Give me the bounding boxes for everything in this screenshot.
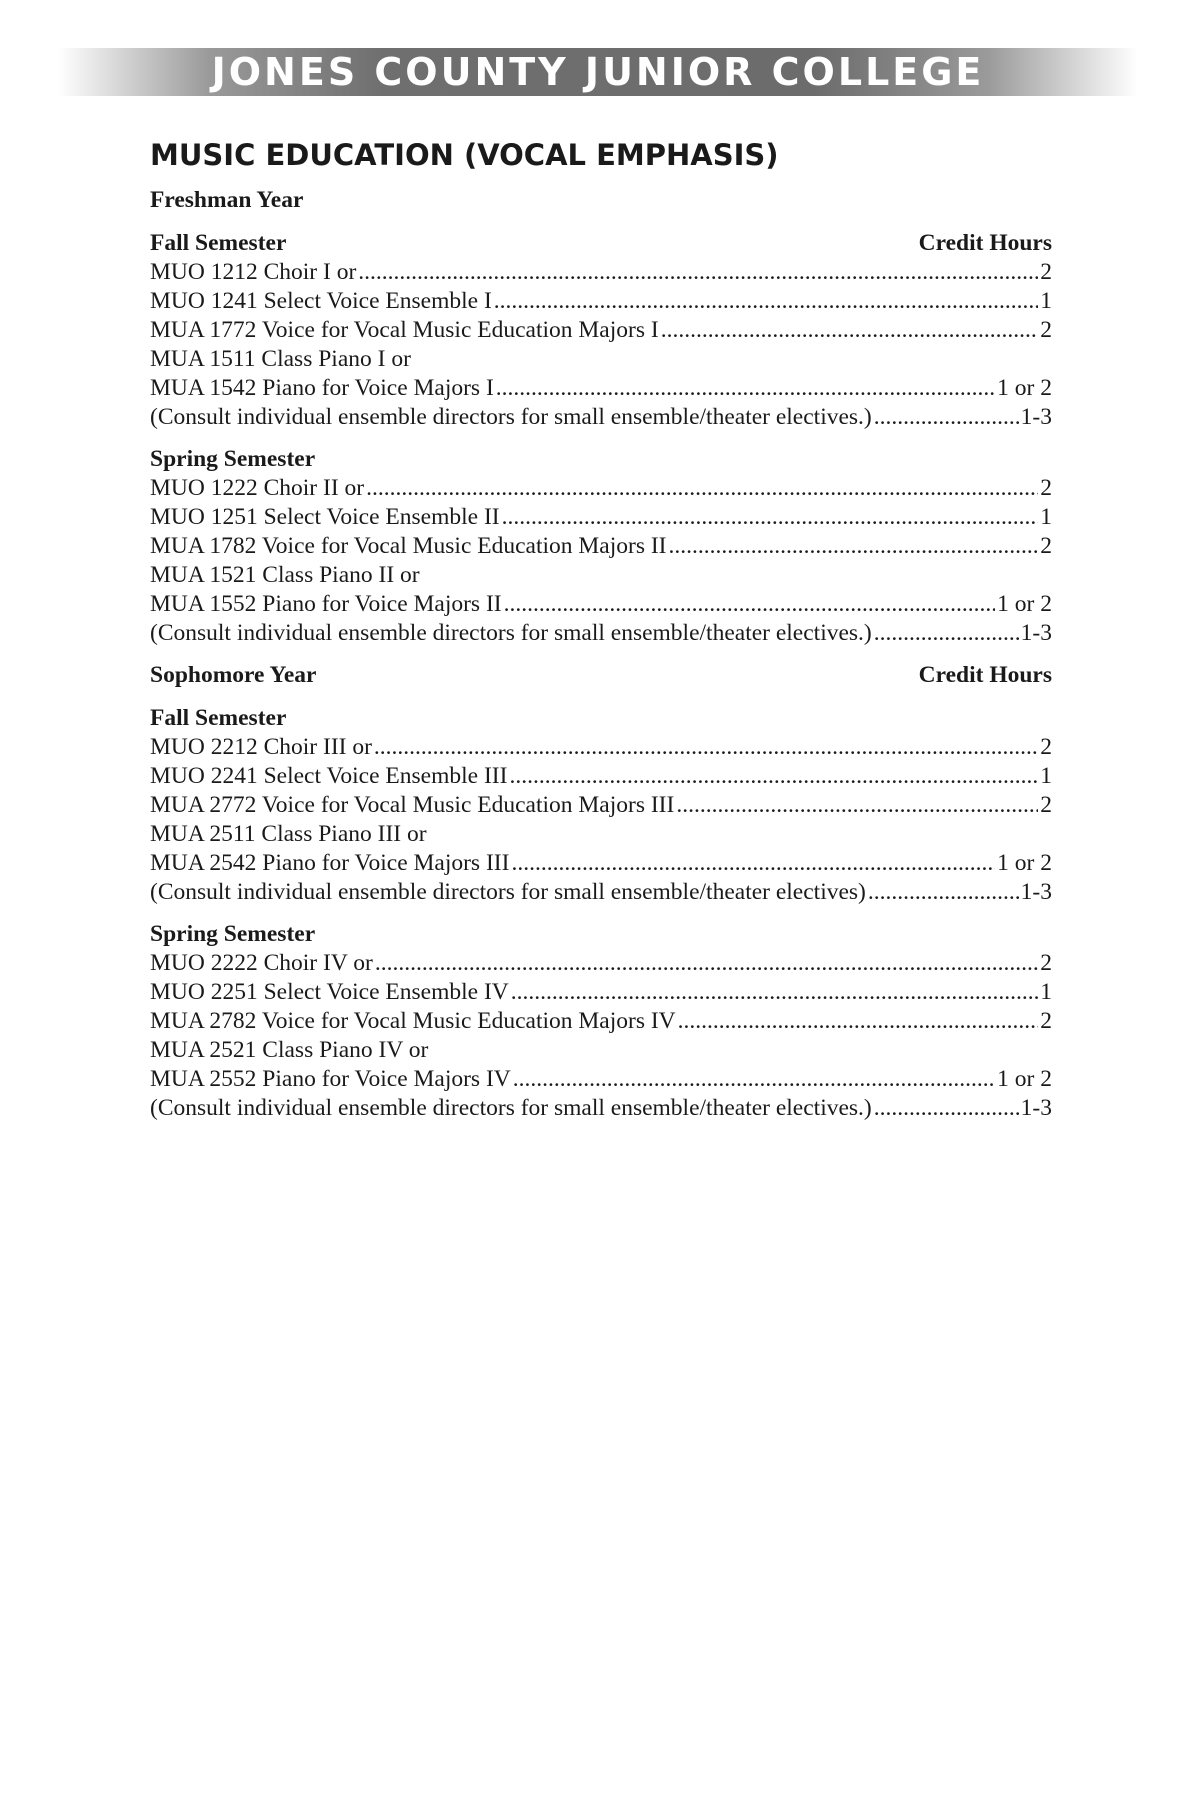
course-row <box>150 978 1052 1007</box>
course-credit-hours: 1 <box>1040 763 1052 789</box>
freshman-fall-heading <box>150 229 1052 258</box>
course-name: (Consult individual ensemble directors for small ensemble/theater electives) <box>150 879 866 905</box>
course-credit-hours: 2 <box>1040 475 1052 501</box>
dot-leader <box>504 590 996 619</box>
course-row <box>150 1007 1052 1036</box>
course-name: MUO 2241 Select Voice Ensemble III <box>150 763 508 789</box>
semester-label: Spring Semester <box>150 921 316 947</box>
course-name: MUO 1212 Choir I or <box>150 259 357 285</box>
course-row <box>150 287 1052 316</box>
dot-leader <box>358 258 1038 287</box>
course-name: MUA 2542 Piano for Voice Majors III <box>150 850 510 876</box>
course-name: MUA 2772 Voice for Vocal Music Education Majors III <box>150 792 675 818</box>
dot-leader <box>513 1065 995 1094</box>
course-row <box>150 532 1052 561</box>
dot-leader <box>874 619 1019 648</box>
course-credit-hours: 1 or 2 <box>997 1066 1052 1092</box>
sophomore-spring-courses <box>150 949 1052 1123</box>
course-row <box>150 619 1052 648</box>
course-row <box>150 503 1052 532</box>
course-credit-hours: 1 or 2 <box>997 591 1052 617</box>
dot-leader <box>502 503 1039 532</box>
college-name: JONES COUNTY JUNIOR COLLEGE <box>211 50 985 94</box>
course-name: MUO 1241 Select Voice Ensemble I <box>150 288 492 314</box>
dot-leader <box>366 474 1038 503</box>
course-credit-hours: 2 <box>1040 792 1052 818</box>
course-name: (Consult individual ensemble directors for small ensemble/theater electives.) <box>150 1095 872 1121</box>
dot-leader <box>511 978 1038 1007</box>
credit-hours-label: Credit Hours <box>918 662 1052 688</box>
course-row <box>150 849 1052 878</box>
dot-leader <box>678 1007 1039 1036</box>
course-row <box>150 733 1052 762</box>
course-name: (Consult individual ensemble directors for small ensemble/theater electives.) <box>150 620 872 646</box>
semester-label: Fall Semester <box>150 230 287 256</box>
course-name: MUA 1552 Piano for Voice Majors II <box>150 591 502 617</box>
dot-leader <box>509 762 1038 791</box>
course-row <box>150 949 1052 978</box>
college-banner <box>58 48 1138 96</box>
dot-leader <box>874 1094 1019 1123</box>
freshman-spring-heading <box>150 445 1052 474</box>
sophomore-spring-heading <box>150 920 1052 949</box>
dot-leader <box>374 733 1038 762</box>
course-name: MUA 1521 Class Piano II or <box>150 562 420 588</box>
course-row <box>150 403 1052 432</box>
program-title: MUSIC EDUCATION (VOCAL EMPHASIS) <box>150 138 779 172</box>
dot-leader <box>874 403 1019 432</box>
course-name: MUO 1222 Choir II or <box>150 475 365 501</box>
course-credit-hours: 1 <box>1040 979 1052 1005</box>
course-credit-hours: 2 <box>1040 533 1052 559</box>
course-row <box>150 878 1052 907</box>
course-row <box>150 1065 1052 1094</box>
course-name: MUO 2222 Choir IV or <box>150 950 373 976</box>
course-credit-hours: 1-3 <box>1020 620 1052 646</box>
course-credit-hours: 2 <box>1040 734 1052 760</box>
semester-label: Spring Semester <box>150 446 316 472</box>
course-name: MUO 2251 Select Voice Ensemble IV <box>150 979 509 1005</box>
course-credit-hours: 2 <box>1040 259 1052 285</box>
dot-leader <box>494 287 1038 316</box>
course-name: MUA 1511 Class Piano I or <box>150 346 411 372</box>
dot-leader <box>669 532 1039 561</box>
dot-leader <box>868 878 1019 907</box>
course-row <box>150 345 1052 374</box>
dot-leader <box>676 791 1038 820</box>
course-name: MUA 2511 Class Piano III or <box>150 821 427 847</box>
freshman-fall-courses <box>150 258 1052 432</box>
course-credit-hours: 2 <box>1040 950 1052 976</box>
course-row <box>150 820 1052 849</box>
course-credit-hours: 1-3 <box>1020 404 1052 430</box>
course-row <box>150 561 1052 590</box>
year-label: Freshman Year <box>150 187 304 213</box>
course-credit-hours: 2 <box>1040 1008 1052 1034</box>
course-row <box>150 762 1052 791</box>
curriculum <box>150 186 1052 1123</box>
course-credit-hours: 1 or 2 <box>997 375 1052 401</box>
course-row <box>150 374 1052 403</box>
course-row <box>150 258 1052 287</box>
course-row <box>150 590 1052 619</box>
course-credit-hours: 1 <box>1040 288 1052 314</box>
dot-leader <box>511 849 995 878</box>
course-row <box>150 316 1052 345</box>
course-name: MUA 1782 Voice for Vocal Music Education Majors II <box>150 533 667 559</box>
sophomore-fall-heading <box>150 704 1052 733</box>
dot-leader <box>496 374 995 403</box>
course-row <box>150 1094 1052 1123</box>
course-row <box>150 474 1052 503</box>
freshman-spring-courses <box>150 474 1052 648</box>
course-name: MUA 1542 Piano for Voice Majors I <box>150 375 494 401</box>
course-credit-hours: 1 <box>1040 504 1052 530</box>
course-name: MUA 2521 Class Piano IV or <box>150 1037 429 1063</box>
course-row <box>150 1036 1052 1065</box>
course-row <box>150 791 1052 820</box>
semester-label: Fall Semester <box>150 705 287 731</box>
course-name: MUA 1772 Voice for Vocal Music Education Majors I <box>150 317 659 343</box>
course-credit-hours: 1-3 <box>1020 1095 1052 1121</box>
course-name: MUA 2782 Voice for Vocal Music Education Majors IV <box>150 1008 676 1034</box>
freshman-year-heading <box>150 186 1052 215</box>
course-credit-hours: 2 <box>1040 317 1052 343</box>
course-name: MUA 2552 Piano for Voice Majors IV <box>150 1066 511 1092</box>
year-label: Sophomore Year <box>150 662 317 688</box>
credit-hours-label: Credit Hours <box>918 230 1052 256</box>
dot-leader <box>375 949 1038 978</box>
dot-leader <box>661 316 1039 345</box>
course-credit-hours: 1-3 <box>1020 879 1052 905</box>
course-name: MUO 1251 Select Voice Ensemble II <box>150 504 500 530</box>
course-credit-hours: 1 or 2 <box>997 850 1052 876</box>
sophomore-fall-courses <box>150 733 1052 907</box>
sophomore-year-heading <box>150 661 1052 690</box>
course-name: (Consult individual ensemble directors for small ensemble/theater electives.) <box>150 404 872 430</box>
course-name: MUO 2212 Choir III or <box>150 734 372 760</box>
